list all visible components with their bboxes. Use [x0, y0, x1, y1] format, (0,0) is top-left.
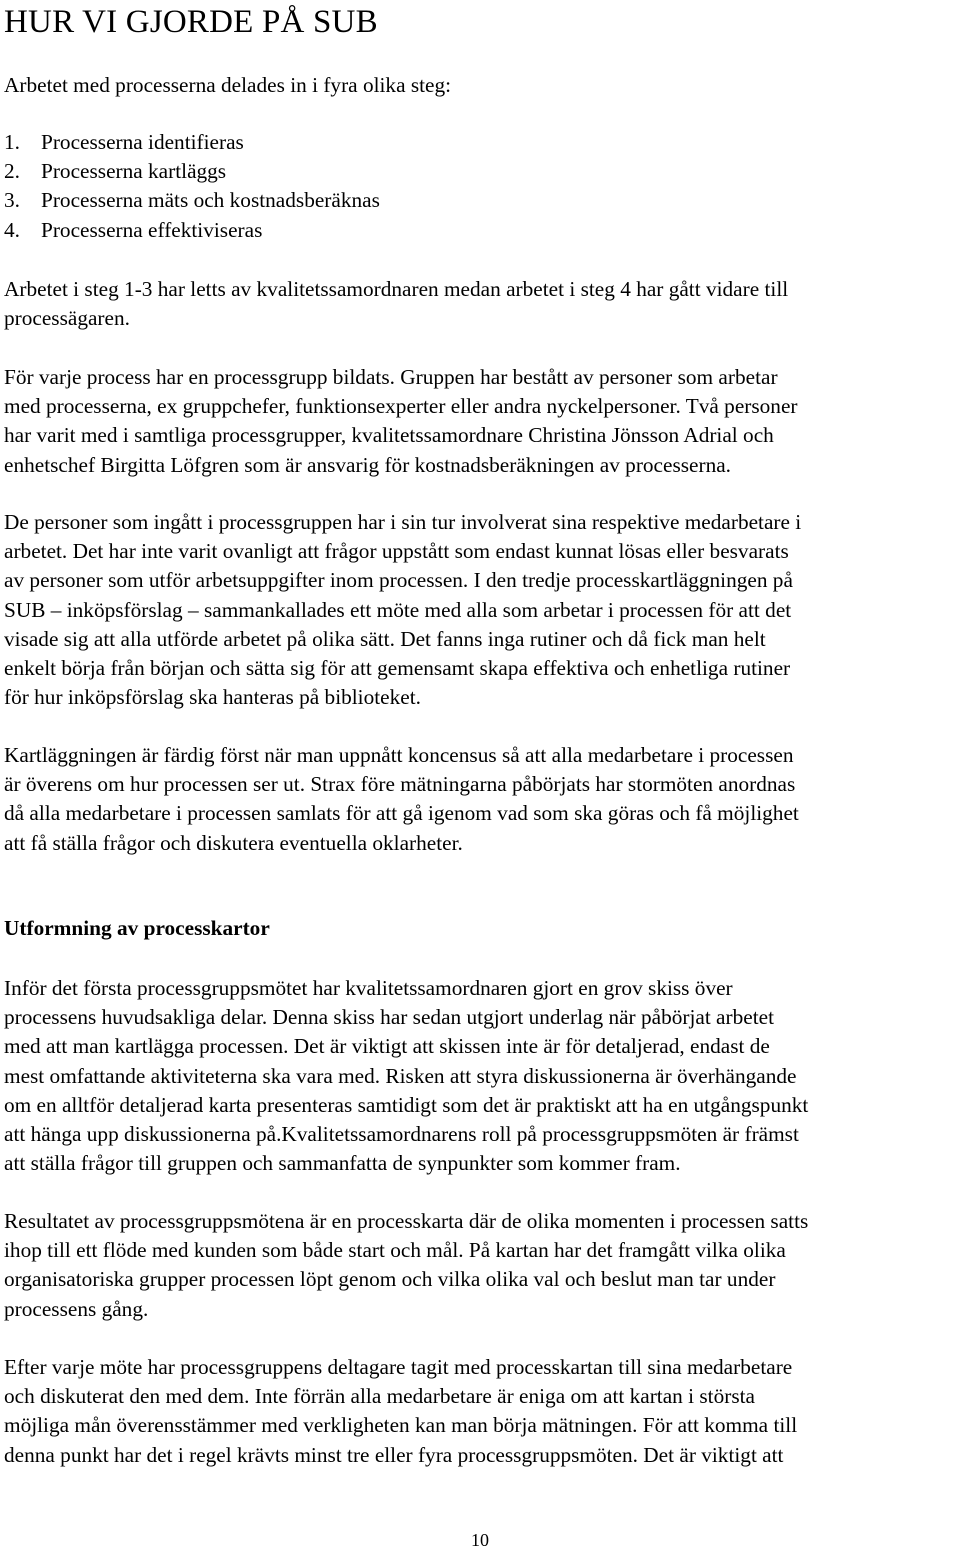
text-line: och diskuterat den med dem. Inte förrän alla medarbetare är eniga om att kartan i största [4, 1384, 755, 1409]
step-label: Processerna identifieras [41, 130, 244, 154]
step-label: Processerna effektiviseras [41, 217, 263, 242]
text-line: enkelt börja från början och sätta sig för att gemensamt skapa effektiva och enhetliga rutiner [4, 656, 791, 681]
text-line: processens huvudsakliga delar. Denna skiss har sedan utgjort underlag när påbörjat arbetet [4, 1005, 774, 1030]
text-line: att få ställa frågor och diskutera eventuella oklarheter. [4, 830, 463, 855]
list-item [4, 157, 380, 186]
text-line: Efter varje möte har processgruppens deltagare tagit med processkartan till sina medarbetare [4, 1355, 793, 1379]
text-line: är överens om hur processen ser ut. Strax före mätningarna påbörjats har stormöten anordnas [4, 772, 796, 797]
step-label: Processerna kartläggs [41, 159, 227, 184]
text-line: denna punkt har det i regel krävts minst tre eller fyra processgruppsmöten. Det är viktigt att [4, 1442, 784, 1467]
steps-list [4, 128, 380, 245]
text-line: av personer som utför arbetsuppgifter inom processen. I den tredje processkartläggningen på [4, 568, 793, 593]
text-line: med att man kartlägga processen. Det är viktigt att skissen inte är för detaljerad, endast de [4, 1034, 770, 1059]
section-heading: Utformning av processkartor [4, 916, 270, 940]
step-number: 3. [4, 188, 20, 213]
text-line: SUB – inköpsförslag – sammankallades ett möte med alla som arbetar i processen för att det [4, 597, 792, 622]
text-line: enhetschef Birgitta Löfgren som är ansvarig för kostnadsberäkningen av processerna. [4, 452, 732, 477]
text-line: processägaren. [4, 306, 130, 331]
step-number: 1. [4, 130, 20, 154]
intro-text: Arbetet med processerna delades in i fyra olika steg: [4, 73, 452, 97]
text-line: Kartläggningen är färdig först när man uppnått koncensus så att alla medarbetare i processen [4, 743, 794, 767]
text-line: mest omfattande aktiviteterna ska vara med. Risken att styra diskussionerna är överhängande [4, 1063, 797, 1088]
paragraph-4 [4, 741, 799, 858]
list-item [4, 128, 380, 157]
text-line: att ställa frågor till gruppen och sammanfatta de synpunkter som kommer fram. [4, 1151, 681, 1176]
paragraph-2 [4, 363, 798, 480]
text-line: möjliga mån överensstämmer med verkligheten kan man börja mätningen. För att komma till [4, 1413, 798, 1438]
text-line: visade sig att alla utförde arbetet på olika sätt. Det fanns inga rutiner och då fick man helt [4, 626, 766, 651]
list-item [4, 186, 380, 215]
text-line: att hänga upp diskussionerna på.Kvalitetssamordnarens roll på processgruppsmöten är främst [4, 1122, 799, 1147]
text-line: processens gång. [4, 1296, 149, 1321]
text-line: om en alltför detaljerad karta presenteras samtidigt som det är praktiskt att ha en utgångspunkt [4, 1092, 809, 1117]
text-line: Inför det första processgruppsmötet har kvalitetssamordnaren gjort en grov skiss över [4, 976, 733, 1000]
page-number: 10 [471, 1530, 489, 1550]
text-line: för hur inköpsförslag ska hanteras på biblioteket. [4, 685, 421, 710]
paragraph-5 [4, 974, 808, 1178]
text-line: Arbetet i steg 1-3 har letts av kvalitetssamordnaren medan arbetet i steg 4 har gått vidare till [4, 277, 789, 301]
text-line: För varje process har en processgrupp bildats. Gruppen har bestått av personer som arbetar [4, 365, 778, 389]
page-title: HUR VI GJORDE PÅ SUB [4, 4, 378, 40]
step-label: Processerna mäts och kostnadsberäknas [41, 188, 380, 213]
text-line: organisatoriska grupper processen löpt genom och vilka olika val och beslut man tar under [4, 1267, 776, 1292]
text-line: De personer som ingått i processgruppen har i sin tur involverat sina respektive medarbetare i [4, 510, 802, 534]
text-line: med processerna, ex gruppchefer, funktionsexperter eller andra nyckelpersoner. Två personer [4, 394, 798, 419]
step-number: 2. [4, 159, 20, 184]
step-number: 4. [4, 217, 20, 242]
text-line: då alla medarbetare i processen samlats för att gå igenom vad som ska göras och få möjlighet [4, 801, 799, 826]
text-line: arbetet. Det har inte varit ovanligt att frågor uppstått som endast kunnat lösas eller besvarats [4, 539, 789, 564]
paragraph-1 [4, 275, 788, 333]
text-line: har varit med i samtliga processgrupper, kvalitetssamordnare Christina Jönsson Adrial och [4, 423, 774, 448]
paragraph-3 [4, 508, 801, 712]
text-line: Resultatet av processgruppsmötena är en processkarta där de olika momenten i processen satts [4, 1209, 809, 1233]
list-item [4, 216, 380, 245]
paragraph-7 [4, 1353, 797, 1470]
paragraph-6 [4, 1207, 808, 1324]
text-line: ihop till ett flöde med kunden som både start och mål. På kartan har det framgått vilka olika [4, 1238, 786, 1263]
